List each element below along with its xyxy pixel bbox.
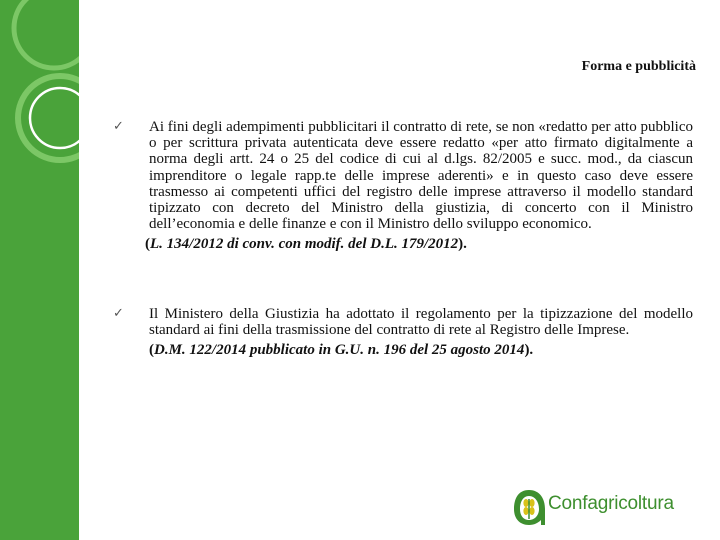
checkmark-icon: ✓ [113,306,124,321]
citation-close: ). [458,236,467,253]
logo-text: Confagricoltura [548,493,674,514]
citation-open: ( [149,342,154,359]
citation-open: ( [145,236,150,253]
confagricoltura-logo [512,487,708,529]
ring-decoration-icon [0,0,79,540]
wheat-ear-icon [512,487,546,527]
bullet-text: Il Ministero della Giustizia ha adottato il regolamento per la tipizzazione del modello standard ai fini della trasmissione del contratto di rete al Registro delle Imprese. [149,306,693,339]
decorative-sidebar [0,0,79,540]
bullet-text: Ai fini degli adempimenti pubblicitari il contratto di rete, se non «redatto per atto pubblico o per scrittura privata autenticata deve essere redatto «per atto firmato digitalmente a norma degli artt. 24 o 25 del codice di cui al d.lgs. 82/2005 e succ. mod., da ciascun imprenditore o legale rapp.te delle imprese aderenti» e in questo caso deve essere trasmesso ai competenti uffici del registro delle imprese attraverso il modello standard tipizzato con decreto del Ministro della giustizia, di concerto con il Ministro dell’economia e delle finanze e con il Ministro dello sviluppo economico. [149,119,693,233]
citation [145,236,693,252]
checkmark-icon: ✓ [113,119,124,134]
citation [149,342,693,358]
bullet-item [113,119,693,253]
bullet-item [113,306,693,359]
citation-text: D.M. 122/2014 pubblicato in G.U. n. 196 del 25 agosto 2014 [154,342,525,359]
slide-title: Forma e pubblicità [581,59,696,74]
citation-close: ). [524,342,534,359]
citation-text: L. 134/2012 di conv. con modif. del D.L. 179/2012 [150,236,459,253]
